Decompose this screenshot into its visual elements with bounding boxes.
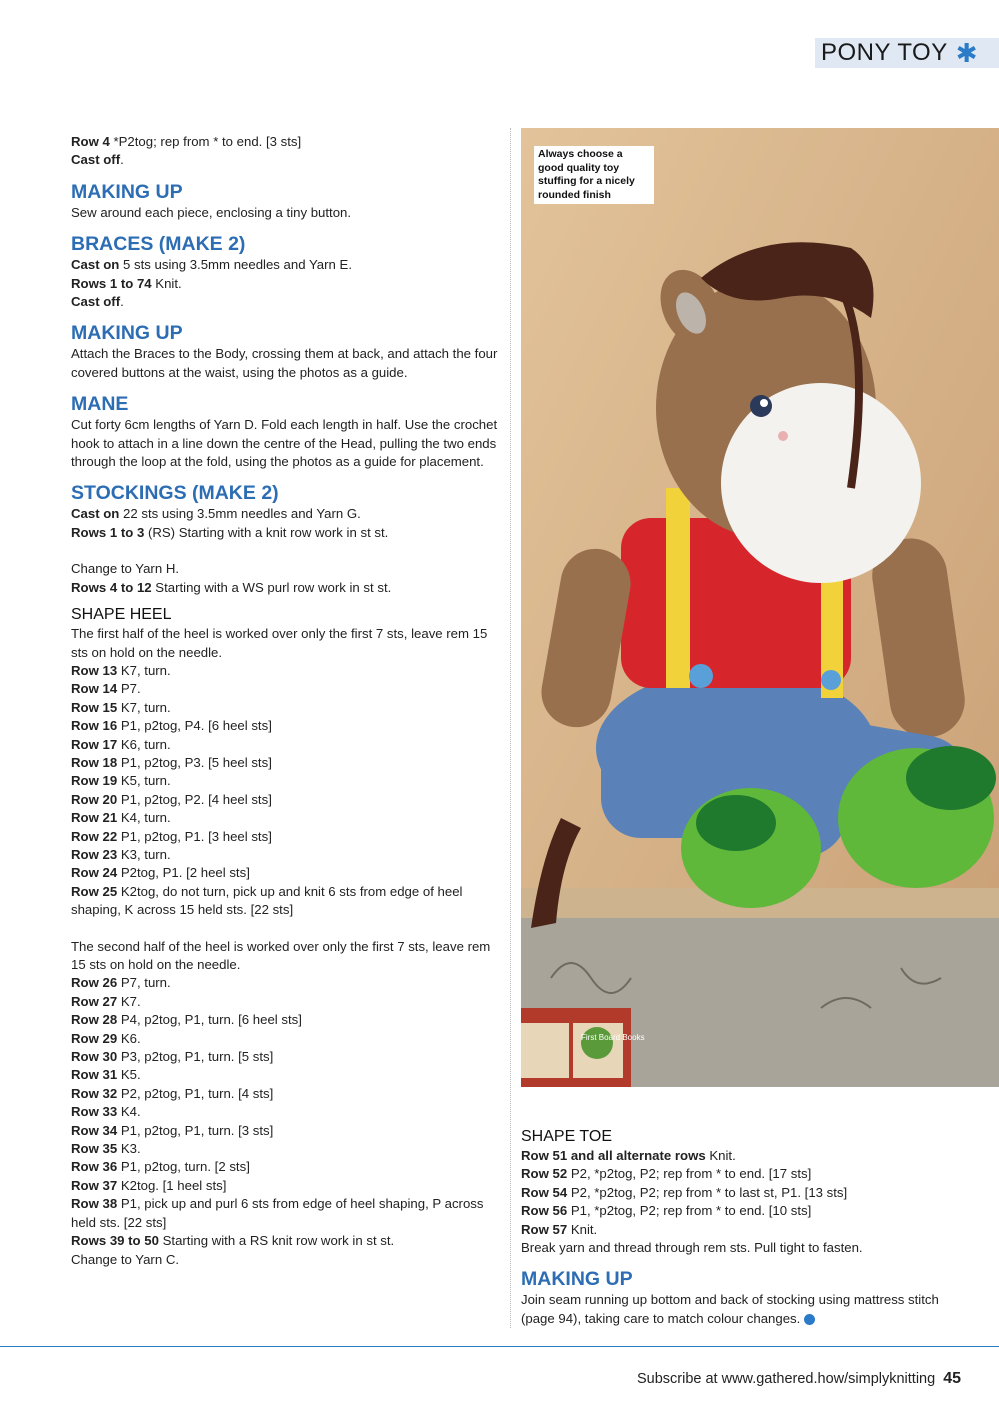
row-text: P2tog, P1. [2 heel sts] xyxy=(117,865,250,881)
paragraph: Break yarn and thread through rem sts. Pull tight to fasten. xyxy=(521,1240,863,1256)
row-label: Row 54 xyxy=(521,1184,568,1200)
paragraph: Attach the Braces to the Body, crossing them at back, and attach the four covered buttons at the waist, using the photos as a guide. xyxy=(71,346,498,380)
row-label: Row 24 xyxy=(71,865,118,881)
subsection-heading: SHAPE TOE xyxy=(521,1128,612,1145)
row-text: P1, p2tog, P3. [5 heel sts] xyxy=(117,754,272,770)
section-heading: MAKING UP xyxy=(71,180,183,203)
pattern-row xyxy=(521,1184,951,1202)
row-label: Row 14 xyxy=(71,681,118,697)
pattern-row xyxy=(71,680,501,698)
subsection-heading: SHAPE HEEL xyxy=(71,606,172,624)
pattern-row xyxy=(71,1140,501,1158)
pattern-row xyxy=(71,1158,501,1176)
photo-caption: Always choose a good quality toy stuffing for a nicely rounded finish xyxy=(534,146,654,204)
row-text: K4, turn. xyxy=(117,810,171,826)
row-label: Row 18 xyxy=(71,754,118,770)
pattern-row xyxy=(71,809,501,827)
row-list xyxy=(71,974,501,1250)
pattern-row xyxy=(71,1011,501,1029)
pattern-row xyxy=(71,1103,501,1121)
row-text: Starting with a RS knit row work in st st. xyxy=(158,1233,395,1249)
pattern-row: Cast off. xyxy=(71,294,124,310)
row-text: P1, p2tog, P1, turn. [3 sts] xyxy=(117,1122,274,1138)
book-text: First Board Books xyxy=(581,1033,645,1042)
pattern-row xyxy=(71,772,501,790)
row-label: Row 28 xyxy=(71,1012,118,1028)
right-column xyxy=(521,1127,951,1328)
row-label: Rows 1 to 3 xyxy=(71,524,145,540)
page-number: 45 xyxy=(943,1370,961,1387)
row-text: P2, *p2tog, P2; rep from * to last st, P1. [13 sts] xyxy=(567,1184,848,1200)
paragraph: Change to Yarn H. xyxy=(71,561,180,577)
section-title: PONY TOY xyxy=(821,39,948,66)
column-divider xyxy=(510,128,511,1328)
pattern-row xyxy=(71,736,501,754)
pattern-row xyxy=(71,699,501,717)
row-label: Cast off xyxy=(71,294,121,310)
row-text: P1, p2tog, turn. [2 sts] xyxy=(117,1159,250,1175)
row-text: P1, p2tog, P1. [3 heel sts] xyxy=(117,828,272,844)
section-heading: MAKING UP xyxy=(71,322,183,345)
row-text: K7, turn. xyxy=(117,662,171,678)
row-text: K2tog, do not turn, pick up and knit 6 sts from edge of heel shaping, K across 15 held sts. [22 sts] xyxy=(71,883,463,918)
pattern-row xyxy=(521,1202,951,1220)
row-label: Row 29 xyxy=(71,1030,118,1046)
pattern-row xyxy=(71,1048,501,1066)
row-label: Row 26 xyxy=(71,975,118,991)
row-label: Row 33 xyxy=(71,1104,118,1120)
row-text: K3, turn. xyxy=(117,846,171,862)
row-label: Cast off xyxy=(71,152,121,168)
row-label: Row 13 xyxy=(71,662,118,678)
section-heading: STOCKINGS (MAKE 2) xyxy=(71,482,279,505)
pattern-row xyxy=(71,256,501,274)
section-heading: MANE xyxy=(71,393,129,416)
footer-rule xyxy=(0,1346,999,1347)
paragraph xyxy=(521,1291,951,1328)
left-column xyxy=(71,133,501,1269)
row-label: Row 57 xyxy=(521,1221,568,1237)
pattern-row xyxy=(71,883,501,920)
paragraph: The first half of the heel is worked over only the first 7 sts, leave rem 15 sts on hold on the needle. xyxy=(71,626,488,660)
section-heading: MAKING UP xyxy=(521,1268,633,1291)
row-text: P1, pick up and purl 6 sts from edge of heel shaping, P across held sts. [22 sts] xyxy=(71,1196,484,1230)
pattern-row xyxy=(71,275,501,293)
row-text: Starting with a WS purl row work in st st. xyxy=(151,579,392,595)
row-text: K5. xyxy=(117,1067,141,1083)
asterisk-icon: ✱ xyxy=(955,38,978,68)
pattern-row xyxy=(71,1030,501,1048)
pattern-row xyxy=(71,974,501,992)
row-label: Row 4 xyxy=(71,134,110,149)
pattern-row xyxy=(71,133,501,151)
row-text: K6, turn. xyxy=(117,736,171,752)
subscribe-text: Subscribe at www.gathered.how/simplyknitting xyxy=(636,1371,936,1387)
paragraph: Cut forty 6cm lengths of Yarn D. Fold each length in half. Use the crochet hook to attach in a line down the centre of the Head, pulling the two ends through the loop at the fold, using the photos as a guide for placement. xyxy=(71,417,498,470)
row-text: P7. xyxy=(117,681,141,697)
pony-toy-photo xyxy=(521,128,999,1087)
row-text: P1, *p2tog, P2; rep from * to end. [10 sts] xyxy=(567,1203,812,1219)
row-label: Cast on xyxy=(71,506,120,522)
pattern-row xyxy=(71,1085,501,1103)
pattern-row xyxy=(71,1177,501,1195)
row-label: Row 23 xyxy=(71,846,118,862)
row-label: Row 17 xyxy=(71,736,118,752)
row-text: 22 sts using 3.5mm needles and Yarn G. xyxy=(119,506,361,522)
row-label: Row 16 xyxy=(71,718,118,734)
pattern-row xyxy=(521,1221,951,1239)
row-text: P7, turn. xyxy=(117,975,171,991)
row-list xyxy=(521,1147,951,1239)
row-list xyxy=(71,662,501,920)
pattern-row: Cast off. xyxy=(71,152,124,168)
pattern-row xyxy=(521,1147,951,1165)
row-label: Row 22 xyxy=(71,828,118,844)
row-label: Row 35 xyxy=(71,1141,118,1157)
paragraph: The second half of the heel is worked over only the first 7 sts, leave rem 15 sts on hold on the needle. xyxy=(71,938,491,972)
row-text: K7. xyxy=(117,993,141,1009)
row-label: Rows 39 to 50 xyxy=(71,1233,159,1249)
paragraph: Change to Yarn C. xyxy=(71,1251,180,1267)
row-label: Row 15 xyxy=(71,699,118,715)
pattern-row xyxy=(71,846,501,864)
pattern-row xyxy=(71,791,501,809)
row-label: Rows 1 to 74 xyxy=(71,275,152,291)
pattern-row xyxy=(71,1232,501,1250)
row-text: K2tog. [1 heel sts] xyxy=(117,1177,227,1193)
row-text: (RS) Starting with a knit row work in st st. xyxy=(144,524,389,540)
row-label: Row 31 xyxy=(71,1067,118,1083)
row-text: P1, p2tog, P2. [4 heel sts] xyxy=(117,791,272,807)
row-text: K5, turn. xyxy=(117,773,171,789)
row-text: Knit. xyxy=(705,1148,736,1163)
pattern-row xyxy=(71,662,501,680)
row-label: Row 19 xyxy=(71,773,118,789)
pattern-row xyxy=(71,505,501,523)
row-label: Row 34 xyxy=(71,1122,118,1138)
row-text: *P2tog; rep from * to end. [3 sts] xyxy=(109,134,302,149)
section-header-tab xyxy=(815,38,999,68)
row-label: Row 25 xyxy=(71,883,118,899)
row-text: Knit. xyxy=(567,1221,598,1237)
row-text: P3, p2tog, P1, turn. [5 sts] xyxy=(117,1049,274,1065)
pattern-row xyxy=(71,524,501,542)
row-text: P2, *p2tog, P2; rep from * to end. [17 sts] xyxy=(567,1166,812,1182)
row-text: P4, p2tog, P1, turn. [6 heel sts] xyxy=(117,1012,302,1028)
row-label: Row 20 xyxy=(71,791,118,807)
pattern-row xyxy=(71,1195,501,1232)
row-text: K3. xyxy=(117,1141,141,1157)
row-label: Row 36 xyxy=(71,1159,118,1175)
row-text: P1, p2tog, P4. [6 heel sts] xyxy=(117,718,272,734)
row-label: Row 32 xyxy=(71,1085,118,1101)
row-text: Knit. xyxy=(151,275,182,291)
pattern-row xyxy=(71,993,501,1011)
paragraph-text: Join seam running up bottom and back of stocking using mattress stitch (page 94), taking care to match colour changes. xyxy=(521,1292,939,1326)
section-heading: BRACES (MAKE 2) xyxy=(71,233,246,256)
pattern-row xyxy=(71,717,501,735)
pattern-row xyxy=(71,828,501,846)
row-label: Cast on xyxy=(71,257,120,273)
row-label: Row 27 xyxy=(71,993,118,1009)
row-text: K7, turn. xyxy=(117,699,171,715)
row-label: Row 56 xyxy=(521,1203,568,1219)
paragraph: Sew around each piece, enclosing a tiny button. xyxy=(71,204,352,220)
row-label: Rows 4 to 12 xyxy=(71,579,152,595)
pattern-row xyxy=(71,864,501,882)
row-label: Row 21 xyxy=(71,810,118,826)
row-text: P2, p2tog, P1, turn. [4 sts] xyxy=(117,1085,274,1101)
row-text: 5 sts using 3.5mm needles and Yarn E. xyxy=(119,257,352,273)
row-label: Row 30 xyxy=(71,1049,118,1065)
footer xyxy=(637,1370,961,1388)
pattern-row xyxy=(71,1066,501,1084)
pattern-row xyxy=(71,579,501,597)
yarn-ball-icon xyxy=(804,1314,815,1325)
row-text: K4. xyxy=(117,1104,141,1120)
pattern-row xyxy=(71,754,501,772)
row-label: Row 51 and all alternate rows xyxy=(521,1148,706,1163)
pattern-row xyxy=(521,1165,951,1183)
pattern-row xyxy=(71,1122,501,1140)
row-label: Row 38 xyxy=(71,1196,118,1212)
row-label: Row 37 xyxy=(71,1177,118,1193)
row-label: Row 52 xyxy=(521,1166,568,1182)
row-text: K6. xyxy=(117,1030,141,1046)
